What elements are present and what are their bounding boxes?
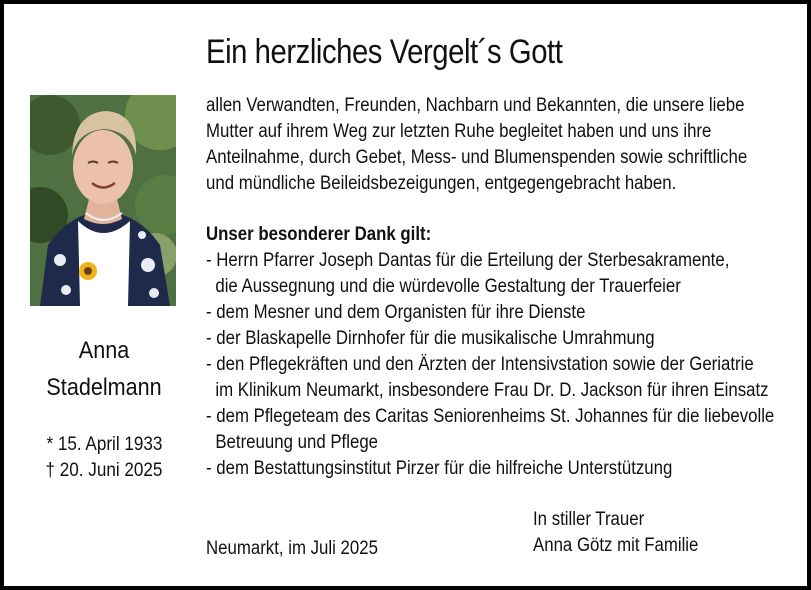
thanks-heading: Unser besonderer Dank gilt: bbox=[206, 224, 432, 245]
portrait-photo bbox=[30, 95, 176, 306]
thanks-line: - Herrn Pfarrer Joseph Dantas für die Erteilung der Sterbesakramente, bbox=[206, 250, 730, 271]
thanks-line: - dem Bestattungsinstitut Pirzer für die hilfreiche Unterstützung bbox=[206, 458, 673, 479]
death-date: † 20. Juni 2025 bbox=[45, 460, 163, 481]
deceased-last-name: Stadelmann bbox=[46, 374, 162, 401]
intro-line: und mündliche Beileidsbezeigungen, entgegengebracht haben. bbox=[206, 173, 677, 194]
thanks-line: die Aussegnung und die würdevolle Gestaltung der Trauerfeier bbox=[206, 276, 681, 297]
thanks-line: - der Blaskapelle Dirnhofer für die musikalische Umrahmung bbox=[206, 328, 655, 349]
mourning-line: In stiller Trauer bbox=[533, 509, 645, 530]
mourning-signature: Anna Götz mit Familie bbox=[533, 535, 699, 556]
deceased-first-name: Anna bbox=[78, 337, 130, 364]
thanks-line: - den Pflegekräften und den Ärzten der Intensivstation sowie der Geriatrie bbox=[206, 354, 754, 375]
intro-line: Mutter auf ihrem Weg zur letzten Ruhe begleitet haben und uns ihre bbox=[206, 121, 712, 142]
intro-line: allen Verwandten, Freunden, Nachbarn und Bekannten, die unsere liebe bbox=[206, 95, 745, 116]
thanks-line: - dem Pflegeteam des Caritas Seniorenheims St. Johannes für die liebevolle bbox=[206, 406, 775, 427]
place-date: Neumarkt, im Juli 2025 bbox=[206, 538, 378, 559]
thanks-line: - dem Mesner und dem Organisten für ihre Dienste bbox=[206, 302, 586, 323]
page-title: Ein herzliches Vergelt´s Gott bbox=[206, 33, 563, 71]
intro-line: Anteilnahme, durch Gebet, Mess- und Blumenspenden sowie schriftliche bbox=[206, 147, 748, 168]
thanks-line: Betreuung und Pflege bbox=[206, 432, 379, 453]
birth-date: * 15. April 1933 bbox=[46, 434, 162, 455]
thanks-line: im Klinikum Neumarkt, insbesondere Frau Dr. D. Jackson für ihren Einsatz bbox=[206, 380, 769, 401]
